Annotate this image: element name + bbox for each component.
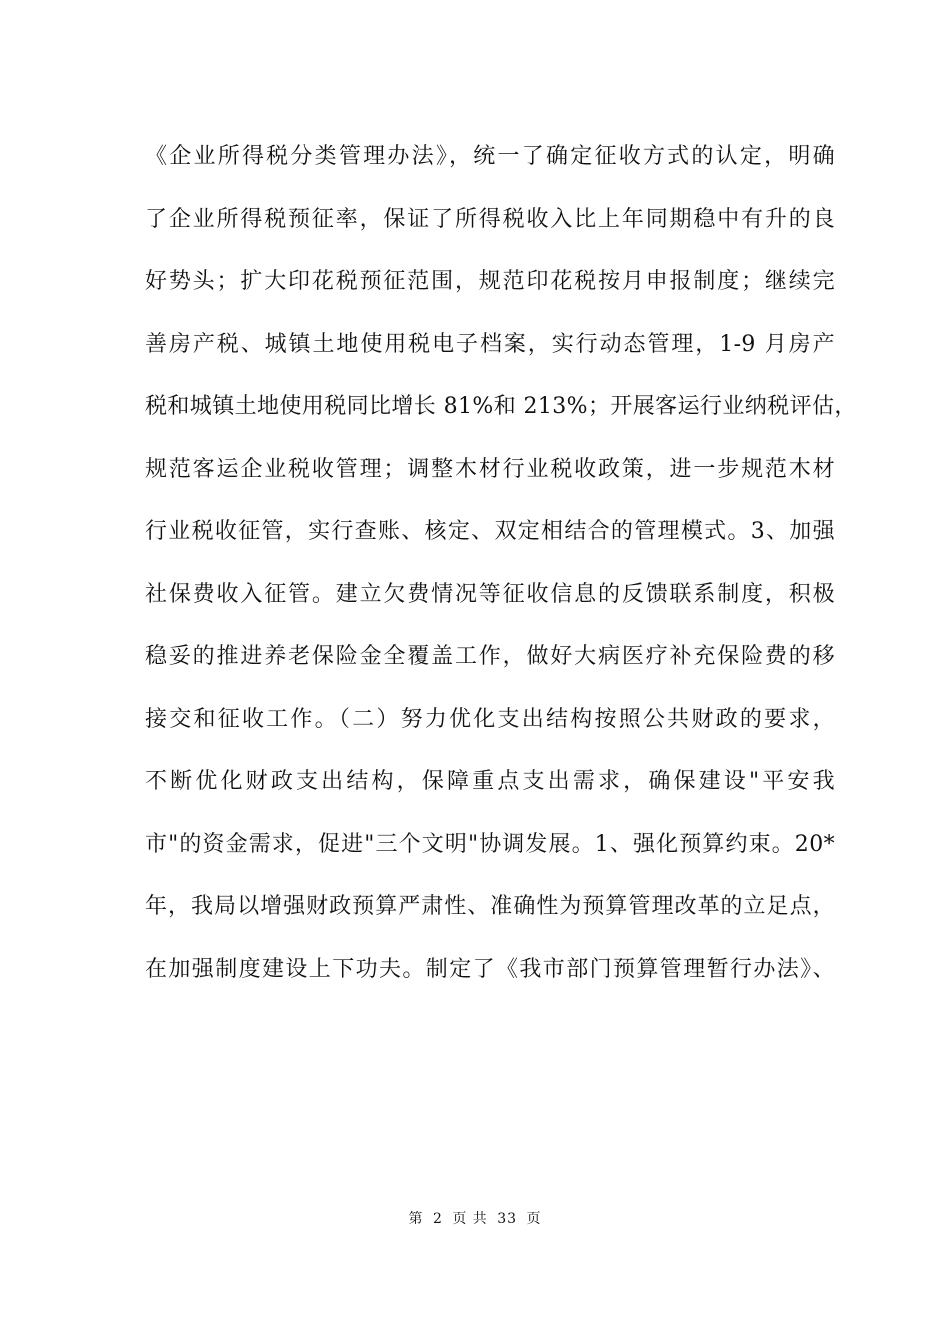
page-label-prefix: 第	[408, 1211, 424, 1227]
page-footer	[0, 1208, 950, 1228]
text-line: 《企业所得税分类管理办法》，统一了确定征收方式的认定，明确	[145, 144, 835, 169]
text-line: 接交和征收工作。（二）努力优化支出结构按照公共财政的要求，	[145, 706, 835, 732]
body-text	[145, 137, 857, 1012]
total-page-count: 33	[497, 1211, 518, 1227]
text-line: 社保费收入征管。建立欠费情况等征收信息的反馈联系制度，积极	[145, 581, 835, 607]
text-line: 善房产税、城镇土地使用税电子档案，实行动态管理，1-9 月房产	[145, 331, 835, 357]
current-page-number: 2	[432, 1211, 443, 1227]
text-line: 在加强制度建设上下功夫。制定了《我市部门预算管理暂行办法》、	[145, 956, 835, 982]
text-line: 税和城镇土地使用税同比增长 81%和 213%；开展客运行业纳税评估，	[145, 394, 857, 419]
text-line: 年，我局以增强财政预算严肃性、准确性为预算管理改革的立足点，	[145, 894, 835, 919]
text-line: 市"的资金需求，促进"三个文明"协调发展。1、强化预算约束。20*	[145, 831, 835, 857]
text-line: 规范客运企业税收管理；调整木材行业税收政策，进一步规范木材	[145, 456, 835, 482]
page-label-mid: 页 共	[452, 1211, 488, 1227]
page-label-suffix: 页	[526, 1211, 542, 1227]
text-line: 稳妥的推进养老保险金全覆盖工作，做好大病医疗补充保险费的移	[145, 644, 835, 669]
text-line: 了企业所得税预征率，保证了所得税收入比上年同期稳中有升的良	[145, 206, 835, 232]
text-line: 行业税收征管，实行查账、核定、双定相结合的管理模式。3、加强	[145, 519, 835, 544]
text-line: 好势头；扩大印花税预征范围，规范印花税按月申报制度；继续完	[145, 269, 835, 294]
text-line: 不断优化财政支出结构，保障重点支出需求，确保建设"平安我	[145, 769, 835, 794]
